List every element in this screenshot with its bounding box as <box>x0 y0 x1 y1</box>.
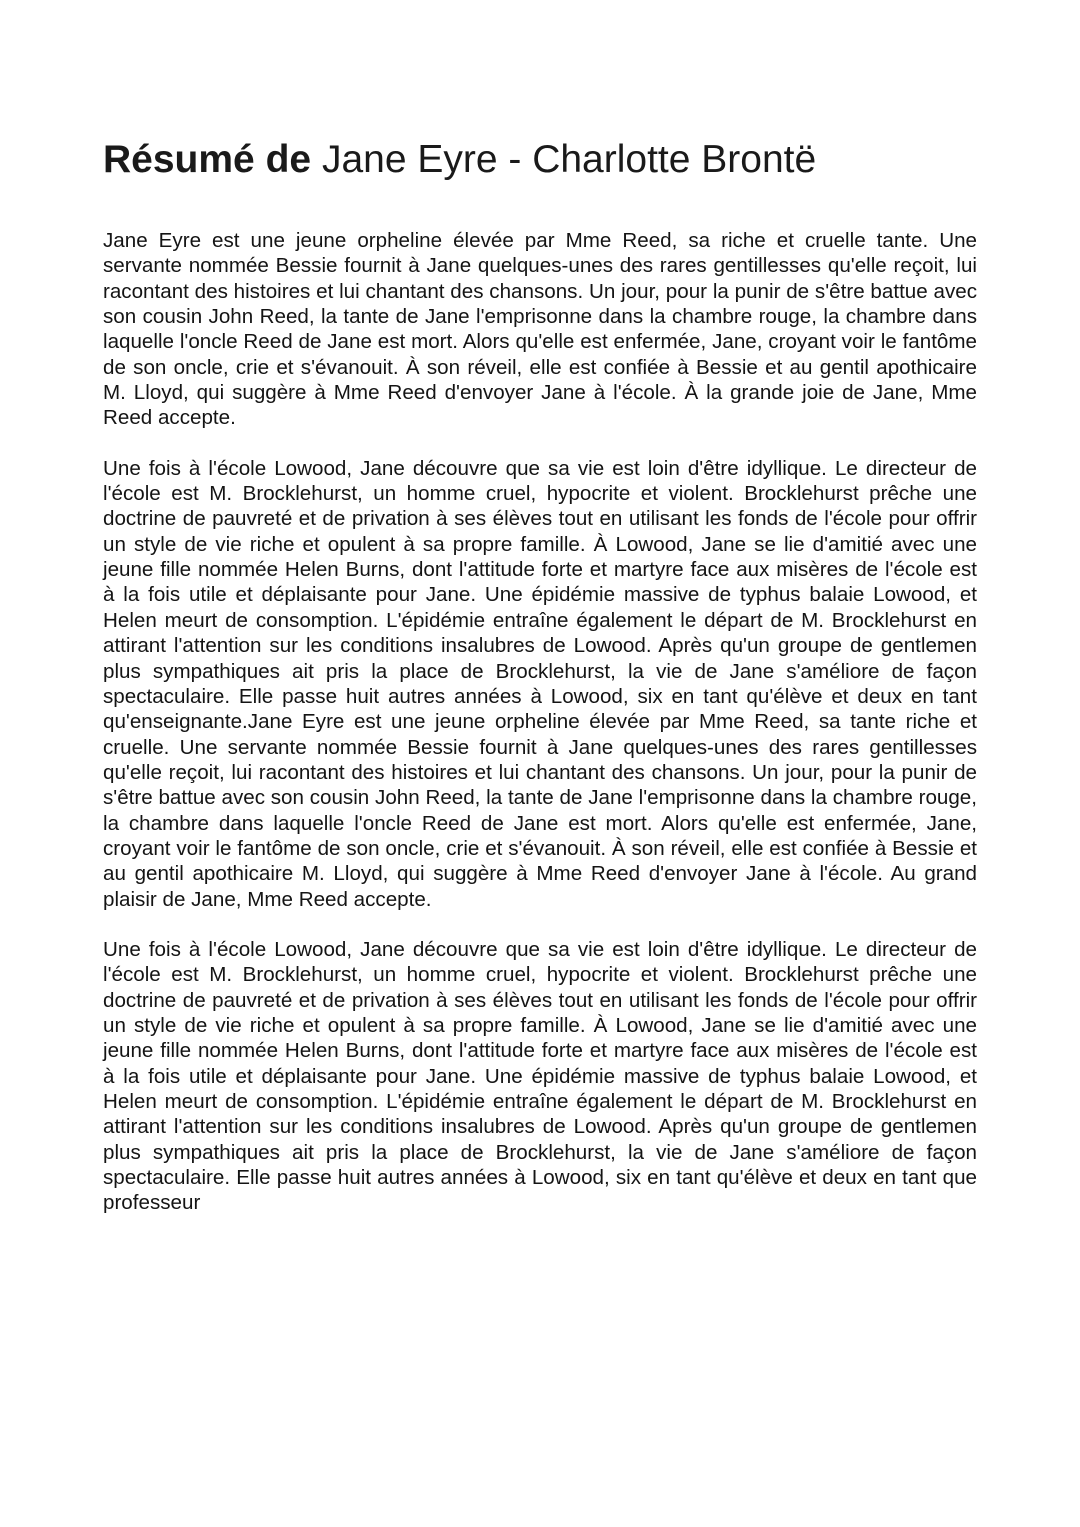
paragraph-3: Une fois à l'école Lowood, Jane découvre que sa vie est loin d'être idyllique. Le directeur de l'école est M. Brocklehurst, un homme cruel, hypocrite et violent. Brocklehurst prêche une doctrine de pauvreté et de privation à ses élèves tout en utilisant les fonds de l'école pour offrir un style de vie riche et opulent à sa propre famille. À Lowood, Jane se lie d'amitié avec une jeune fille nommée Helen Burns, dont l'attitude forte et martyre face aux misères de l'école est à la fois utile et déplaisante pour Jane. Une épidémie massive de typhus balaie Lowood, et Helen meurt de consomption. L'épidémie entraîne également le départ de M. Brocklehurst en attirant l'attention sur les conditions insalubres de Lowood. Après qu'un groupe de gentlemen plus sympathiques ait pris la place de Brocklehurst, la vie de Jane s'améliore de façon spectaculaire. Elle passe huit autres années à Lowood, six en tant qu'élève et deux en tant que professeur <box>103 937 977 1215</box>
title-bold-prefix: Résumé de <box>103 138 312 181</box>
title-book-author: Jane Eyre - Charlotte Brontë <box>321 138 817 181</box>
paragraph-1: Jane Eyre est une jeune orpheline élevée par Mme Reed, sa riche et cruelle tante. Une servante nommée Bessie fournit à Jane quelques-unes des rares gentillesses qu'elle reçoit, lui racontant des histoires et lui chantant des chansons. Un jour, pour la punir de s'être battue avec son cousin John Reed, la tante de Jane l'emprisonne dans la chambre rouge, la chambre dans laquelle l'oncle Reed de Jane est mort. Alors qu'elle est enfermée, Jane, croyant voir le fantôme de son oncle, crie et s'évanouit. À son réveil, elle est confiée à Bessie et au gentil apothicaire M. Lloyd, qui suggère à Mme Reed d'envoyer Jane à l'école. À la grande joie de Jane, Mme Reed accepte. <box>103 229 977 430</box>
document-title <box>103 134 977 186</box>
document-page <box>103 134 977 1216</box>
document-body <box>103 228 977 1216</box>
paragraph-2: Une fois à l'école Lowood, Jane découvre que sa vie est loin d'être idyllique. Le directeur de l'école est M. Brocklehurst, un homme cruel, hypocrite et violent. Brocklehurst prêche une doctrine de pauvreté et de privation à ses élèves tout en utilisant les fonds de l'école pour offrir un style de vie riche et opulent à sa propre famille. À Lowood, Jane se lie d'amitié avec une jeune fille nommée Helen Burns, dont l'attitude forte et martyre face aux misères de l'école est à la fois utile et déplaisante pour Jane. Une épidémie massive de typhus balaie Lowood, et Helen meurt de consomption. L'épidémie entraîne également le départ de M. Brocklehurst en attirant l'attention sur les conditions insalubres de Lowood. Après qu'un groupe de gentlemen plus sympathiques ait pris la place de Brocklehurst, la vie de Jane s'améliore de façon spectaculaire. Elle passe huit autres années à Lowood, six en tant qu'élève et deux en tant qu'enseignante.Jane Eyre est une jeune orpheline élevée par Mme Reed, sa tante riche et cruelle. Une servante nommée Bessie fournit à Jane quelques-unes des rares gentillesses qu'elle reçoit, lui racontant des histoires et lui chantant des chansons. Un jour, pour la punir de s'être battue avec son cousin John Reed, la tante de Jane l'emprisonne dans la chambre rouge, la chambre dans laquelle l'oncle Reed de Jane est mort. Alors qu'elle est enfermée, Jane, croyant voir le fantôme de son oncle, crie et s'évanouit. À son réveil, elle est confiée à Bessie et au gentil apothicaire M. Lloyd, qui suggère à Mme Reed d'envoyer Jane à l'école. Au grand plaisir de Jane, Mme Reed accepte. <box>103 456 977 911</box>
